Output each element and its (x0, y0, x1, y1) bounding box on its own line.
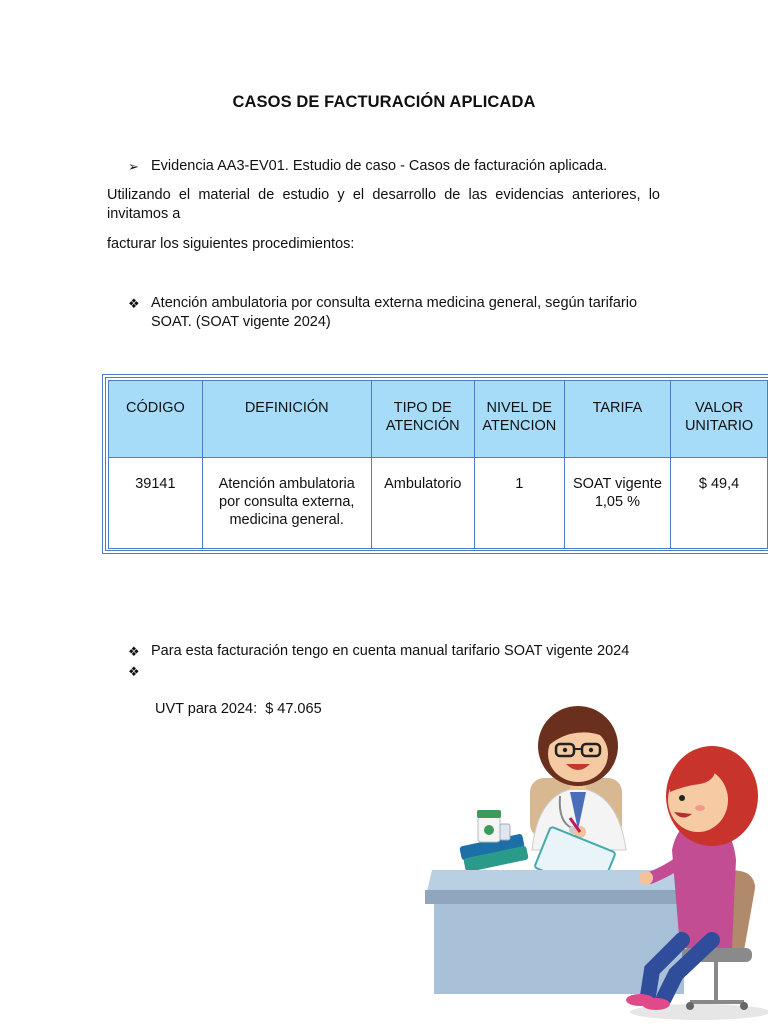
arrowhead-bullet-icon: ➢ (128, 159, 139, 174)
cell-definicion: Atención ambulatoria por consulta externa, medicina general. (202, 458, 371, 549)
intro-paragraph-continued: facturar los siguientes procedimientos: (107, 236, 355, 252)
four-diamond-bullet-icon: ❖ (128, 296, 140, 311)
table-header-row (109, 381, 768, 458)
header-valor: VALOR UNITARIO (671, 381, 768, 458)
header-tipo: TIPO DE ATENCIÓN (371, 381, 474, 458)
intro-paragraph: Utilizando el material de estudio y el desarrollo de las evidencias anteriores, lo invitamos a (107, 187, 660, 222)
note-text-1: Para esta facturación tengo en cuenta manual tarifario SOAT vigente 2024 (151, 643, 630, 659)
cell-codigo: 39141 (109, 458, 203, 549)
header-codigo: CÓDIGO (109, 381, 203, 458)
four-diamond-bullet-icon: ❖ (128, 644, 140, 659)
cell-valor: $ 49,4 (671, 458, 768, 549)
cell-tipo: Ambulatorio (371, 458, 474, 549)
note-text-2: UVT para 2024: $ 47.065 (151, 701, 322, 717)
evidence-text: Evidencia AA3-EV01. Estudio de caso - Casos de facturación aplicada. (151, 158, 608, 174)
header-tarifa: TARIFA (564, 381, 670, 458)
cell-tarifa: SOAT vigente 1,05 % (564, 458, 670, 549)
case-item (128, 294, 668, 332)
header-nivel: NIVEL DE ATENCION (474, 381, 564, 458)
note-item-2 (128, 662, 322, 738)
four-diamond-bullet-icon: ❖ (128, 664, 140, 679)
doctor-patient-illustration (420, 700, 768, 1024)
cell-nivel: 1 (474, 458, 564, 549)
header-definicion: DEFINICIÓN (202, 381, 371, 458)
procedures-table (108, 380, 768, 549)
page-title: CASOS DE FACTURACIÓN APLICADA (232, 93, 536, 111)
case-text: Atención ambulatoria por consulta externa medicina general, según tarifario SOAT. (SOAT vigente 2024) (151, 295, 638, 330)
table-row (109, 458, 768, 549)
